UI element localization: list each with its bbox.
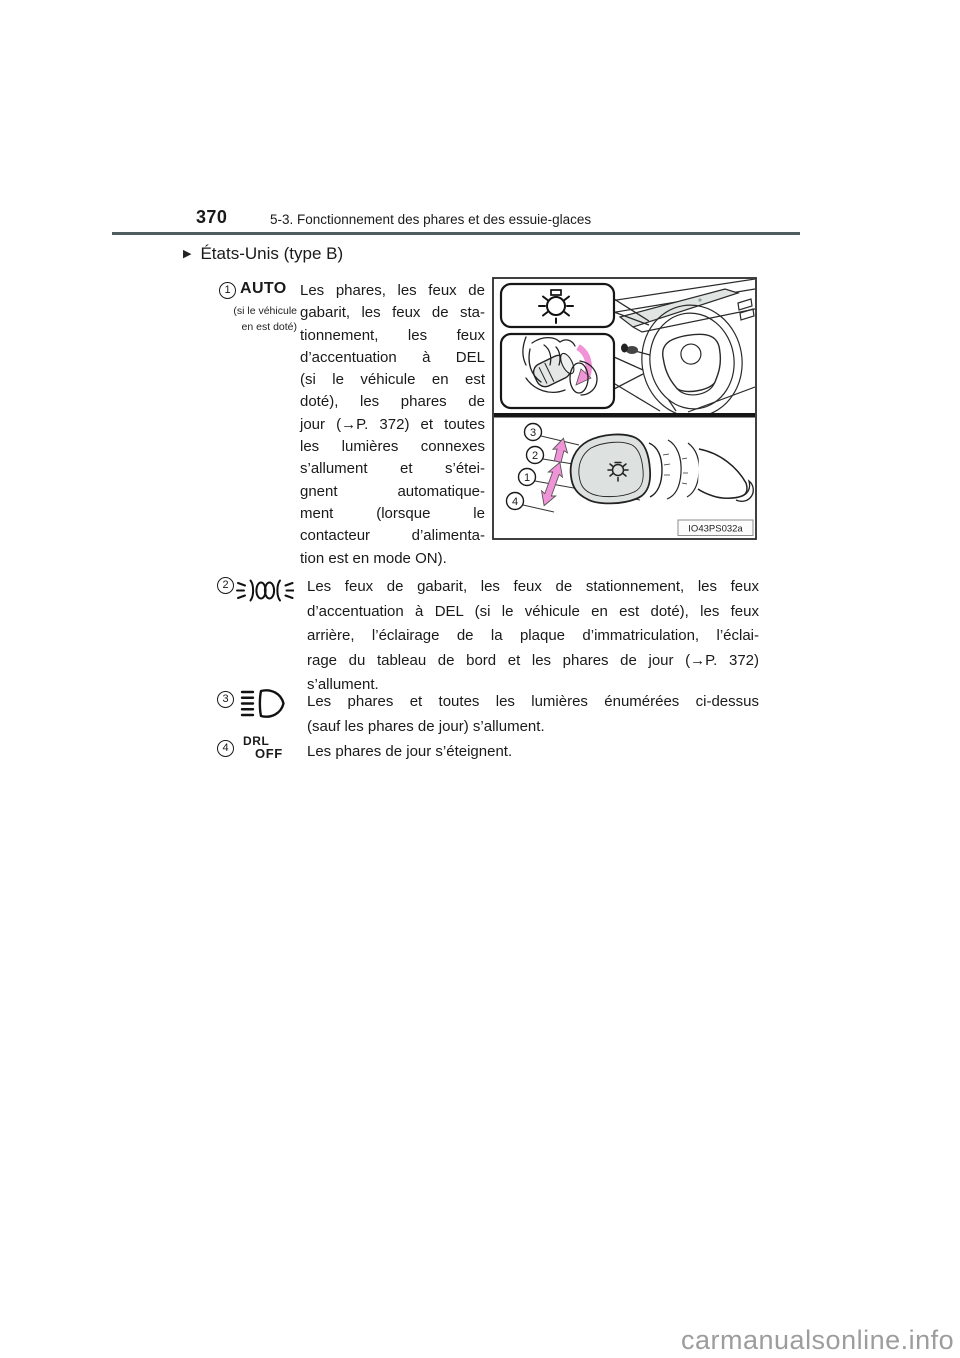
item-2-number-badge: 2 [217, 577, 234, 594]
text-line: jour (→P. 372) et toutes [300, 415, 485, 433]
item-1-number-badge: 1 [219, 282, 236, 299]
text-line: (si le véhicule en est [300, 371, 485, 389]
region-heading-label: États-Unis (type B) [200, 244, 344, 263]
text-line: arrière, l’éclairage de la plaque d’immatriculation, l’éclai- [307, 627, 759, 645]
triangle-bullet-icon: ▶ [183, 248, 192, 260]
headlamps-icon [239, 688, 286, 719]
figure-code: IO43PS032a [688, 523, 743, 535]
callout-4: 4 [511, 496, 519, 508]
auto-note-line: (si le véhicule [233, 305, 297, 317]
text-line: ment (lorsque le [300, 504, 485, 522]
text-line: d’accentuation à DEL [300, 348, 485, 366]
item-3-paragraph [307, 690, 759, 739]
item-4-paragraph [307, 740, 759, 765]
text-line: doté), les phares de [300, 393, 485, 411]
text-line: s’allument et s’étei- [300, 460, 485, 478]
text-line: (sauf les phares de jour) s’allument. [307, 717, 545, 735]
section-title: 5-3. Fonctionnement des phares et des essuie-glaces [270, 212, 592, 227]
off-label: OFF [255, 745, 283, 761]
headlight-switch-figure [492, 277, 757, 540]
drl-off-label [243, 735, 283, 760]
text-line: Les phares, les feux de [300, 282, 485, 299]
auto-switch-note [210, 304, 297, 335]
text-line: d’accentuation à DEL (si le véhicule en est doté), les feux [307, 602, 759, 620]
text-line: tion est en mode ON). [300, 549, 447, 567]
header-divider [112, 232, 800, 235]
text-line: gnent automatique- [300, 482, 485, 500]
position-lamps-icon [236, 577, 294, 604]
drl-label: DRL [243, 734, 270, 748]
item-1-paragraph [300, 280, 485, 570]
text-line: s’allument. [307, 676, 379, 694]
text-line: rage du tableau de bord et les phares de jour (→P. 372) [307, 651, 759, 669]
text-line: Les feux de gabarit, les feux de stationnement, les feux [307, 578, 759, 595]
callout-2: 2 [531, 450, 539, 462]
page-number: 370 [196, 207, 228, 227]
text-line: tionnement, les feux [300, 326, 485, 344]
auto-switch-label: AUTO [240, 280, 287, 297]
text-line: gabarit, les feux de sta- [300, 304, 485, 322]
region-heading [183, 244, 343, 264]
watermark: carmanualsonline.info [681, 1325, 955, 1355]
auto-note-line: en est doté) [241, 320, 297, 333]
text-line: Les phares de jour s’éteignent. [307, 743, 513, 760]
item-2-paragraph [307, 575, 759, 698]
figure-divider [494, 413, 755, 418]
callout-1: 1 [523, 472, 531, 484]
text-line: les lumières connexes [300, 438, 485, 456]
callout-3: 3 [529, 427, 537, 439]
text-line: Les phares et toutes les lumières énumérées ci-dessus [307, 693, 759, 710]
stalk-paddle [571, 434, 651, 503]
text-line: contacteur d’alimenta- [300, 527, 485, 545]
item-3-number-badge: 3 [217, 691, 234, 708]
item-4-number-badge: 4 [217, 740, 234, 757]
